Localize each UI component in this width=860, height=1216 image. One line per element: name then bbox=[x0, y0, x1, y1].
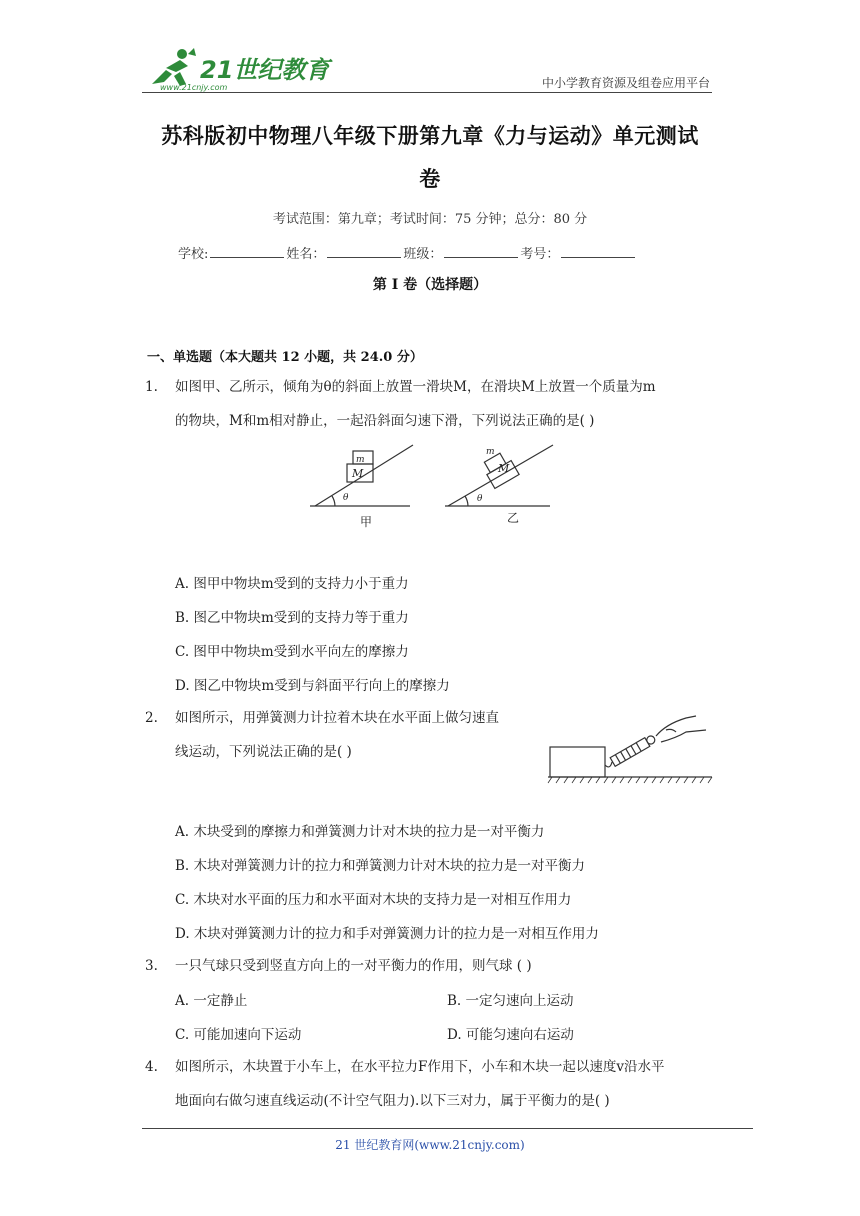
school-blank[interactable] bbox=[210, 246, 284, 258]
question-text-line1: 一只气球只受到竖直方向上的一对平衡力的作用，则气球 ( ) bbox=[175, 958, 532, 974]
exam-meta: 考试范围：第九章；考试时间：75 分钟；总分：80 分 bbox=[272, 212, 588, 227]
question-text-line2: 地面向右做匀速直线运动(不计空气阻力).以下三对力，属于平衡力的是( ) bbox=[175, 1093, 610, 1109]
footer-link[interactable]: 21 世纪教育网(www.21cnjy.com) bbox=[335, 1138, 525, 1152]
page-title: 苏科版初中物理八年级下册第九章《力与运动》单元测试 bbox=[161, 124, 699, 148]
spring-scale-figure bbox=[546, 710, 716, 794]
label-jia: 甲 bbox=[360, 515, 373, 529]
label-theta-b: θ bbox=[477, 494, 483, 504]
label-M-a: M bbox=[352, 467, 364, 480]
label-theta-a: θ bbox=[343, 493, 349, 503]
name-label: 姓名： bbox=[286, 247, 326, 262]
question-number: 1. bbox=[145, 379, 158, 395]
header-divider bbox=[142, 92, 712, 93]
question-number: 2. bbox=[145, 710, 158, 726]
site-logo bbox=[142, 44, 330, 94]
number-blank[interactable] bbox=[561, 246, 635, 258]
page-title-line2: 卷 bbox=[419, 167, 441, 191]
name-blank[interactable] bbox=[327, 246, 401, 258]
question-text-line1: 如图所示，木块置于小车上，在水平拉力F作用下，小车和木块一起以速度v沿水平 bbox=[175, 1059, 665, 1075]
class-blank[interactable] bbox=[444, 246, 518, 258]
q2-option-d[interactable]: D. 木块对弹簧测力计的拉力和手对弹簧测力计的拉力是一对相互作用力 bbox=[175, 926, 599, 942]
logo-text: 21世纪教育 bbox=[200, 56, 330, 84]
q1-option-a[interactable]: A. 图甲中物块m受到的支持力小于重力 bbox=[175, 576, 409, 592]
logo-url: www.21cnjy.com bbox=[160, 83, 228, 92]
school-label: 学校: bbox=[178, 247, 209, 262]
question-text-line1: 如图所示，用弹簧测力计拉着木块在水平面上做匀速直 bbox=[175, 710, 499, 726]
label-m-a: m bbox=[356, 455, 365, 465]
section-heading: 一、单选题（本大题共 12 小题，共 24.0 分） bbox=[147, 350, 423, 365]
q3-option-a[interactable]: A. 一定静止 bbox=[175, 993, 248, 1009]
q1-option-d[interactable]: D. 图乙中物块m受到与斜面平行向上的摩擦力 bbox=[175, 678, 450, 694]
q3-option-d[interactable]: D. 可能匀速向右运动 bbox=[447, 1027, 574, 1043]
q1-option-c[interactable]: C. 图甲中物块m受到水平向左的摩擦力 bbox=[175, 644, 409, 660]
question-text-line2: 的物块，M和m相对静止，一起沿斜面匀速下滑，下列说法正确的是( ) bbox=[175, 413, 595, 429]
q2-option-b[interactable]: B. 木块对弹簧测力计的拉力和弹簧测力计对木块的拉力是一对平衡力 bbox=[175, 858, 586, 874]
label-M-b: M bbox=[498, 462, 510, 475]
question-text-line1: 如图甲、乙所示，倾角为θ的斜面上放置一滑块M，在滑块M上放置一个质量为m bbox=[175, 379, 656, 395]
student-info bbox=[178, 243, 637, 262]
q1-option-b[interactable]: B. 图乙中物块m受到的支持力等于重力 bbox=[175, 610, 409, 626]
label-m-b: m bbox=[486, 447, 495, 457]
incline-figure bbox=[305, 440, 565, 536]
q2-option-c[interactable]: C. 木块对水平面的压力和水平面对木块的支持力是一对相互作用力 bbox=[175, 892, 572, 908]
question-number: 4. bbox=[145, 1059, 158, 1075]
label-yi: 乙 bbox=[507, 511, 520, 525]
volume-heading: 第 I 卷（选择题） bbox=[372, 277, 488, 293]
question-number: 3. bbox=[145, 958, 158, 974]
q2-option-a[interactable]: A. 木块受到的摩擦力和弹簧测力计对木块的拉力是一对平衡力 bbox=[175, 824, 545, 840]
number-label: 考号： bbox=[520, 247, 560, 262]
class-label: 班级： bbox=[403, 247, 443, 262]
q3-option-c[interactable]: C. 可能加速向下运动 bbox=[175, 1027, 302, 1043]
platform-name: 中小学教育资源及组卷应用平台 bbox=[541, 76, 710, 90]
q3-option-b[interactable]: B. 一定匀速向上运动 bbox=[447, 993, 574, 1009]
footer-divider bbox=[142, 1128, 753, 1129]
question-text-line2: 线运动，下列说法正确的是( ) bbox=[175, 744, 352, 760]
